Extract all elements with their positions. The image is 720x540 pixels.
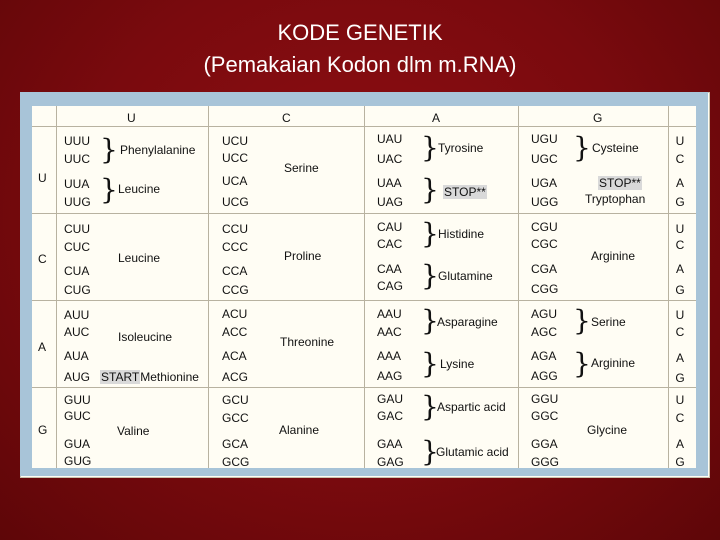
stop-codon-label [598, 176, 642, 190]
amino-acid: Phenylalanine [120, 143, 196, 157]
brace-icon: } [100, 133, 118, 166]
codon: ACA [222, 349, 247, 363]
codon: UUA [64, 177, 90, 191]
codon: AGA [531, 349, 557, 363]
first-base-u: U [38, 171, 47, 185]
codon: CUG [64, 283, 91, 297]
amino-acid: Valine [117, 424, 150, 438]
amino-acid: Lysine [440, 357, 475, 371]
codon: CGA [531, 262, 558, 276]
amino-acid: Leucine [118, 251, 161, 265]
brace-icon: } [100, 173, 118, 206]
grid-line [668, 106, 669, 468]
page-subtitle: (Pemakaian Kodon dlm m.RNA) [203, 52, 517, 77]
codon: GGC [531, 409, 559, 423]
brace-icon: } [421, 390, 439, 423]
third-base: C [675, 152, 685, 166]
stop-highlight: STOP** [599, 176, 641, 190]
codon: GUU [64, 393, 91, 407]
second-base-a: A [432, 111, 441, 125]
codon: GUC [64, 409, 91, 423]
codon: GAC [377, 409, 404, 423]
codon: GCU [222, 393, 249, 407]
codon: CGU [531, 220, 558, 234]
brace-icon: } [573, 304, 591, 337]
third-base: U [675, 393, 685, 407]
codon: GUG [64, 454, 92, 468]
amino-acid: Asparagine [437, 315, 498, 329]
second-base-c: C [282, 111, 291, 125]
codon: UCA [222, 174, 248, 188]
codon: AUU [64, 308, 90, 322]
table-frame-bottom [20, 468, 708, 476]
amino-acid: Methionine [140, 370, 199, 384]
table-frame-top [20, 92, 708, 106]
codon: CCC [222, 240, 248, 254]
start-highlight: START [101, 370, 140, 384]
amino-acid: Arginine [591, 249, 636, 263]
codon: AUG [64, 370, 91, 384]
third-base: A [675, 351, 684, 365]
codon: AUC [64, 325, 90, 339]
codon: UCU [222, 134, 248, 148]
codon: CCG [222, 283, 249, 297]
grid-line [518, 106, 519, 468]
second-base-g: G [593, 111, 603, 125]
codon: GCG [222, 455, 250, 469]
second-base-u: U [127, 111, 136, 125]
codon: UGA [531, 176, 558, 190]
amino-acid: Serine [591, 315, 626, 329]
codon: UGC [531, 152, 558, 166]
amino-acid: Glutamine [438, 269, 493, 283]
amino-acid: Glutamic acid [436, 445, 509, 459]
codon: CUU [64, 222, 90, 236]
amino-acid: Tryptophan [585, 192, 646, 206]
third-base: G [675, 195, 685, 209]
grid-line [208, 106, 209, 468]
third-base: U [675, 134, 685, 148]
third-base: C [675, 411, 685, 425]
grid-line [364, 106, 365, 468]
codon: UAC [377, 152, 403, 166]
codon: UGG [531, 195, 559, 209]
page-title: KODE GENETIK [277, 20, 443, 45]
amino-acid: Serine [284, 161, 319, 175]
codon: GGG [531, 455, 560, 469]
codon: UAU [377, 132, 403, 146]
codon: AAG [377, 369, 403, 383]
amino-acid: Alanine [279, 423, 320, 437]
brace-icon: } [421, 259, 439, 292]
table-frame-right [696, 92, 708, 476]
codon: GCC [222, 411, 249, 425]
third-base: C [675, 325, 685, 339]
brace-icon: } [421, 435, 439, 468]
codon: GUA [64, 437, 91, 451]
third-base: A [675, 437, 684, 451]
stop-highlight: STOP** [444, 185, 486, 199]
codon: CAU [377, 220, 403, 234]
first-base-c: C [38, 252, 47, 266]
brace-icon: } [421, 131, 439, 164]
codon: UGU [531, 132, 558, 146]
codon: GCA [222, 437, 249, 451]
codon: GAU [377, 392, 404, 406]
third-base: G [675, 371, 685, 385]
third-base: G [675, 455, 685, 469]
codon: AGG [531, 369, 558, 383]
codon: CGC [531, 237, 558, 251]
table-frame-left [20, 92, 32, 476]
codon: AGU [531, 307, 558, 321]
codon: CAA [377, 262, 402, 276]
amino-acid: Glycine [587, 423, 628, 437]
start-codon-label [100, 370, 199, 384]
codon: CUA [64, 264, 90, 278]
codon: AAC [377, 325, 402, 339]
stop-codon-label [443, 185, 487, 199]
codon: CUC [64, 240, 90, 254]
amino-acid: Leucine [118, 182, 161, 196]
codon: UUU [64, 134, 90, 148]
codon: UUC [64, 152, 90, 166]
codon: AGC [531, 325, 558, 339]
first-base-a: A [38, 340, 47, 354]
codon: ACG [222, 370, 249, 384]
codon: GAA [377, 437, 403, 451]
third-base: A [675, 176, 684, 190]
codon: UAG [377, 195, 404, 209]
brace-icon: } [421, 347, 439, 380]
codon: CAG [377, 279, 404, 293]
brace-icon: } [421, 304, 439, 337]
amino-acid: Tyrosine [438, 141, 484, 155]
codon: UAA [377, 176, 402, 190]
third-base: U [675, 308, 685, 322]
codon: GAG [377, 455, 404, 469]
codon: UCC [222, 151, 248, 165]
amino-acid: Threonine [280, 335, 335, 349]
codon: AUA [64, 349, 89, 363]
codon: CCA [222, 264, 248, 278]
first-base-g: G [38, 423, 48, 437]
codon: UCG [222, 195, 249, 209]
codon: ACU [222, 307, 248, 321]
codon: GGU [531, 392, 559, 406]
amino-acid: Arginine [591, 356, 636, 370]
brace-icon: } [421, 173, 439, 206]
amino-acid: Proline [284, 249, 322, 263]
codon: ACC [222, 325, 248, 339]
third-base: G [675, 283, 685, 297]
codon: UUG [64, 195, 91, 209]
third-base: C [675, 238, 685, 252]
brace-icon: } [421, 217, 439, 250]
codon: CGG [531, 282, 559, 296]
codon: CCU [222, 222, 248, 236]
grid-line [56, 106, 57, 468]
codon: CAC [377, 237, 403, 251]
brace-icon: } [573, 347, 591, 380]
codon: AAU [377, 307, 402, 321]
amino-acid: Cysteine [592, 141, 639, 155]
codon: AAA [377, 349, 402, 363]
third-base: U [675, 222, 685, 236]
amino-acid: Histidine [438, 227, 485, 241]
brace-icon: } [573, 131, 591, 164]
codon: GGA [531, 437, 558, 451]
amino-acid: Isoleucine [118, 330, 173, 344]
amino-acid: Aspartic acid [437, 400, 506, 414]
third-base: A [675, 262, 684, 276]
